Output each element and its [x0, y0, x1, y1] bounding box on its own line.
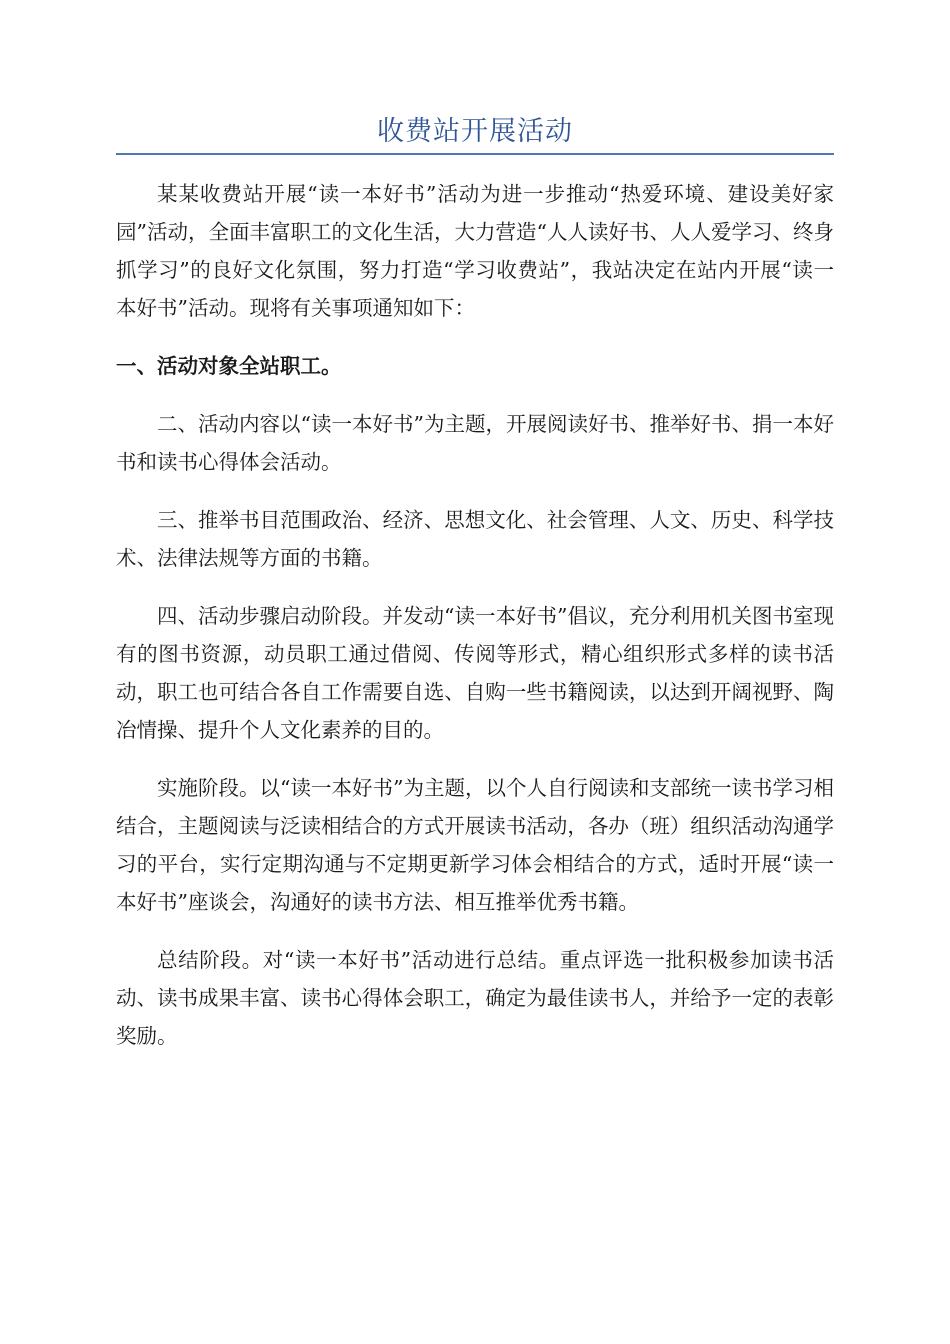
title-underline	[116, 153, 834, 155]
section-booklist-paragraph: 三、推举书目范围政治、经济、思想文化、社会管理、人文、历史、科学技术、法律法规等方面的书籍。	[116, 508, 834, 570]
intro-paragraph: 某某收费站开展“读一本好书”活动为进一步推动“热爱环境、建设美好家园”活动，全面丰富职工的文化生活，大力营造“人人读好书、人人爱学习、终身抓学习”的良好文化氛围，努力打造“学习收费站”，我站决定在站内开展“读一本好书”活动。现将有关事项通知如下：	[116, 182, 834, 320]
section-heading-target: 一、活动对象全站职工。	[116, 354, 342, 378]
document-body	[116, 175, 834, 1075]
implementation-paragraph: 实施阶段。以“读一本好书”为主题，以个人自行阅读和支部统一读书学习相结合，主题阅读与泛读相结合的方式开展读书活动，各办（班）组织活动沟通学习的平台，实行定期沟通与不定期更新学习体会相结合的方式，适时开展“读一本好书”座谈会，沟通好的读书方法、相互推举优秀书籍。	[116, 776, 834, 914]
summary-paragraph: 总结阶段。对“读一本好书”活动进行总结。重点评选一批积极参加读书活动、读书成果丰富、读书心得体会职工，确定为最佳读书人，并给予一定的表彰奖励。	[116, 948, 834, 1048]
section-steps-paragraph: 四、活动步骤启动阶段。并发动“读一本好书”倡议，充分利用机关图书室现有的图书资源，动员职工通过借阅、传阅等形式，精心组织形式多样的读书活动，职工也可结合各自工作需要自选、自购一些书籍阅读，以达到开阔视野、陶冶情操、提升个人文化素养的目的。	[116, 604, 834, 742]
section-content-paragraph: 二、活动内容以“读一本好书”为主题，开展阅读好书、推举好书、捐一本好书和读书心得体会活动。	[116, 412, 834, 474]
document-title: 收费站开展活动	[377, 116, 573, 147]
